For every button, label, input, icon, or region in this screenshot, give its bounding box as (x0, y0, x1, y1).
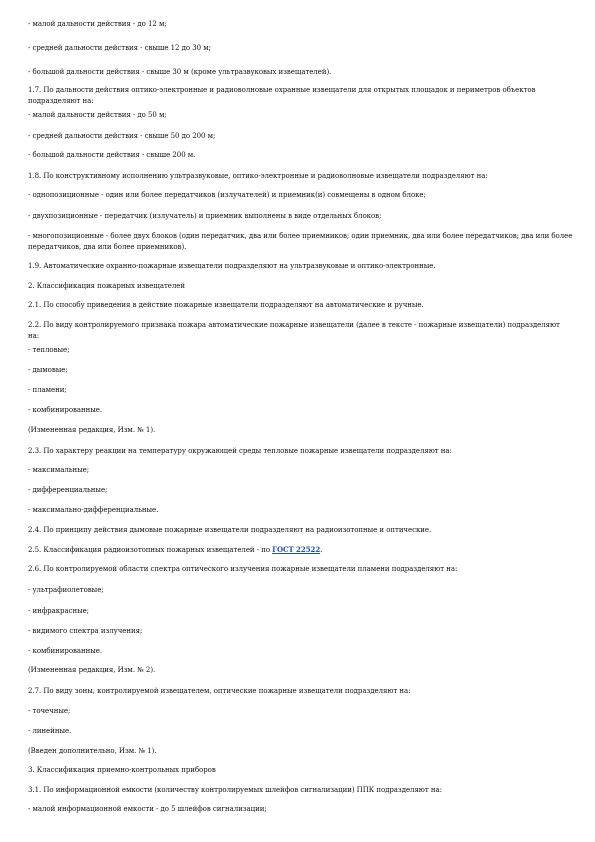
paragraph (28, 300, 573, 311)
paragraph (28, 505, 573, 516)
paragraph-text: - инфракрасные; (28, 607, 89, 615)
paragraph-text: - малой информационной емкости - до 5 шлейфов сигнализации; (28, 805, 267, 813)
paragraph-text: 1.7. По дальности действия оптико-электронные и радиоволновые охранные извещатели для открытых площадок и периметров объектов подразделяют на: (28, 86, 536, 105)
paragraph-text: 1.9. Автоматические охранно-пожарные извещатели подразделяют на ультразвуковые и оптико-электронные. (28, 262, 436, 270)
paragraph (28, 564, 573, 575)
paragraph (28, 525, 573, 536)
paragraph-text: 2.4. По принципу действия дымовые пожарные извещатели подразделяют на радиоизотопные и оптические. (28, 526, 432, 534)
paragraph-text: - линейные. (28, 727, 72, 735)
paragraph-text: - точечные; (28, 707, 71, 715)
paragraph (28, 686, 573, 697)
paragraph-text: 2.5. Классификация радиоизотопных пожарных извещателей - по (28, 546, 273, 554)
paragraph-text: 2.6. По контролируемой области спектра оптического излучения пожарные извещатели пламени подразделяют на: (28, 565, 458, 573)
paragraph-text: - малой дальности действия - до 12 м; (28, 20, 167, 28)
paragraph-text: 2.2. По виду контролируемого признака пожара автоматические пожарные извещатели (далее в тексте - пожарные извещатели) подразделяют на: (28, 321, 560, 340)
paragraph-text: - максимально-дифференциальные. (28, 506, 159, 514)
paragraph (28, 110, 573, 121)
paragraph-text: - многопозиционные - более двух блоков (один передатчик, два или более приемников; один приемник, два или более передатчиков; два или более передатчиков, два или более приемников). (28, 232, 573, 251)
paragraph (28, 171, 573, 182)
paragraph (28, 626, 573, 637)
paragraph (28, 665, 573, 676)
paragraph (28, 231, 573, 253)
paragraph (28, 465, 573, 476)
paragraph (28, 706, 573, 717)
paragraph-text: (Измененная редакция, Изм. № 2). (28, 666, 156, 674)
paragraph-text: 2.3. По характеру реакции на температуру окружающей среды тепловые пожарные извещатели подразделяют на: (28, 447, 452, 455)
paragraph (28, 785, 573, 796)
paragraph (28, 261, 573, 272)
paragraph-text: 3. Классификация приемно-контрольных приборов (28, 766, 216, 774)
paragraph-text: - однопозиционные - один или более передатчиков (излучателей) и приемник(и) совмещены в одном блоке; (28, 191, 426, 199)
paragraph-text: - комбинированные. (28, 406, 103, 414)
paragraph-text: - ультрафиолетовые; (28, 586, 104, 594)
paragraph-text: 2.7. По виду зоны, контролируемой извещателем, оптические пожарные извещатели подразделяют на: (28, 687, 411, 695)
paragraph-text: - максимальные; (28, 466, 90, 474)
paragraph (28, 190, 573, 201)
paragraph-text: - пламени; (28, 386, 67, 394)
paragraph-text: - средней дальности действия - свыше 12 до 30 м; (28, 44, 211, 52)
paragraph-text: 1.8. По конструктивному исполнению ультразвуковые, оптико-электронные и радиоволновые извещатели подразделяют на: (28, 172, 488, 180)
paragraph (28, 405, 573, 416)
paragraph-text: - средней дальности действия - свыше 50 до 200 м; (28, 132, 216, 140)
paragraph (28, 85, 573, 107)
paragraph (28, 211, 573, 222)
paragraph (28, 446, 573, 457)
paragraph (28, 385, 573, 396)
standard-link[interactable]: ГОСТ 22522 (272, 545, 321, 554)
paragraph-text: - большой дальности действия - свыше 30 м (кроме ультразвуковых извещателей). (28, 68, 332, 76)
paragraph (28, 67, 573, 78)
paragraph (28, 544, 573, 556)
paragraph-text: 2.1. По способу приведения в действие пожарные извещатели подразделяют на автоматические и ручные. (28, 301, 424, 309)
paragraph (28, 765, 573, 776)
paragraph (28, 320, 573, 342)
paragraph (28, 43, 573, 54)
paragraph (28, 131, 573, 142)
paragraph-text: 2. Классификация пожарных извещателей (28, 282, 186, 290)
paragraph-text: - малой дальности действия - до 50 м; (28, 111, 167, 119)
paragraph (28, 726, 573, 737)
paragraph-text: - видимого спектра излучения; (28, 627, 143, 635)
paragraph (28, 606, 573, 617)
paragraph-text: - двухпозиционные - передатчик (излучатель) и приемник выполнены в виде отдельных блоков; (28, 212, 382, 220)
paragraph-tail: . (320, 546, 323, 554)
paragraph (28, 150, 573, 161)
paragraph (28, 281, 573, 292)
paragraph (28, 425, 573, 436)
paragraph-text: (Введен дополнительно, Изм. № 1). (28, 747, 157, 755)
paragraph-text: (Измененная редакция, Изм. № 1). (28, 426, 156, 434)
paragraph (28, 365, 573, 376)
paragraph (28, 345, 573, 356)
paragraph (28, 19, 573, 30)
paragraph (28, 585, 573, 596)
paragraph-text: - большой дальности действия - свыше 200 м. (28, 151, 196, 159)
paragraph-text: - дифференциальные; (28, 486, 108, 494)
paragraph (28, 485, 573, 496)
paragraph-text: - комбинированные. (28, 647, 103, 655)
paragraph (28, 646, 573, 657)
paragraph (28, 746, 573, 757)
paragraph-text: 3.1. По информационной емкости (количеству контролируемых шлейфов сигнализации) ППК подразделяют на: (28, 786, 442, 794)
paragraph-text: - тепловые; (28, 346, 70, 354)
paragraph-text: - дымовые; (28, 366, 68, 374)
paragraph (28, 804, 573, 815)
